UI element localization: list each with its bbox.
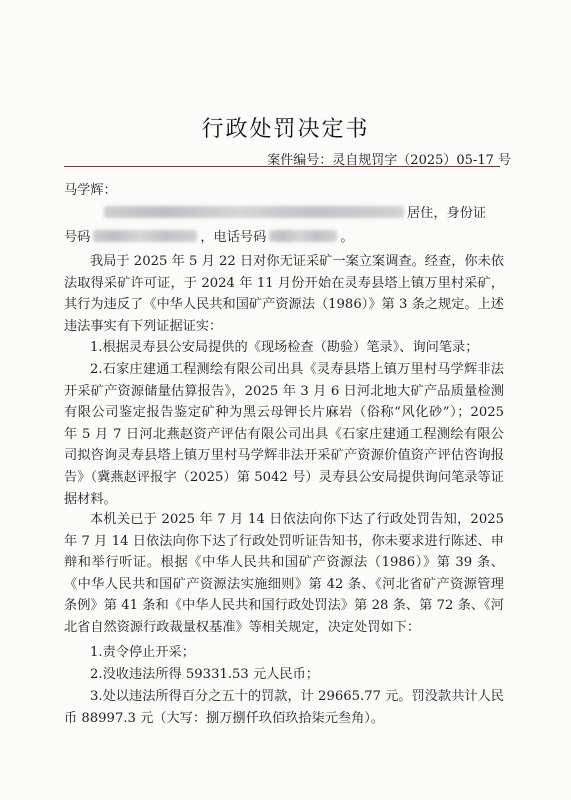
id-line-2-b: ，电话号码: [200, 230, 267, 245]
id-line-2: [64, 227, 504, 249]
id-line-2-c: 。: [340, 230, 354, 245]
id-line-2-a: 号码: [64, 230, 91, 245]
penalty-item-2: 2.没收违法所得 59331.53 元人民币；: [90, 667, 319, 682]
evidence-item-2: 2.石家庄建通工程测绘有限公司出具《灵寿县塔上镇万里村马学辉非法开采矿产资源储量估算报告》，2025 年 3 月 6 日河北地大矿产品质量检测有限公司鉴定报告鉴定矿种为黑云母钾长片麻岩（俗称“风化砂”）；2025 年 5 月 7 日河北燕赵资产评估有限公司出具《石家庄建通工程测绘有限公司拟咨询灵寿县塔上镇万里村马学辉非法开采矿产资源价值资产评估咨询报告》（冀燕赵评报字（2025）第 5042 号）灵寿县公安局提供询问笔录等证据材料。: [64, 362, 504, 507]
id-line-1: [64, 203, 504, 225]
addressee: 马学辉：: [64, 183, 117, 198]
paragraph-investigation: 我局于 2025 年 5 月 22 日对你无证采矿一案立案调查。经查，你未依法取得采矿许可证，于 2024 年 11 月份开始在灵寿县塔上镇万里村采矿，其行为违反了《中华人民共和国矿产资源法（1986）》第 3 条之规定。上述违法事实有下列证据证实：: [64, 254, 504, 334]
document-title: 行政处罚决定书: [201, 117, 370, 142]
penalty-item-3: 3.处以违法所得百分之五十的罚款，计 29665.77 元。罚没款共计人民币 88997.3 元（大写：捌万捌仟玖佰玖拾柒元叁角）。: [64, 689, 504, 726]
paragraph-decision: 本机关已于 2025 年 7 月 14 日依法向你下达了行政处罚告知，2025 年 7 月 14 日依法向你下达了行政处罚听证告知书，你未要求进行陈述、申辩和举行听证。根据《中华人民共和国矿产资源法（1986）》第 39 条、《中华人民共和国矿产资源法实施细则》第 42 条、《河北省矿产资源管理条例》第 41 条和《中华人民共和国行政处罚法》第 28 条、第 72 条、《河北省自然资源行政裁量权基准》等相关规定，决定处罚如下：: [64, 512, 504, 635]
redacted-address: [104, 206, 404, 218]
redacted-id-number: [93, 230, 197, 242]
header-rule: [64, 166, 500, 167]
penalty-item-1: 1.责令停止开采；: [90, 645, 195, 660]
id-line-1-tail: 居住，身份证: [407, 206, 487, 221]
evidence-item-1: 1.根据灵寿县公安局提供的《现场检查（勘验）笔录》、询问笔录；: [90, 340, 479, 355]
case-number: 案件编号：灵自规罚字（2025）05-17 号: [267, 153, 511, 168]
redacted-phone: [269, 230, 337, 242]
